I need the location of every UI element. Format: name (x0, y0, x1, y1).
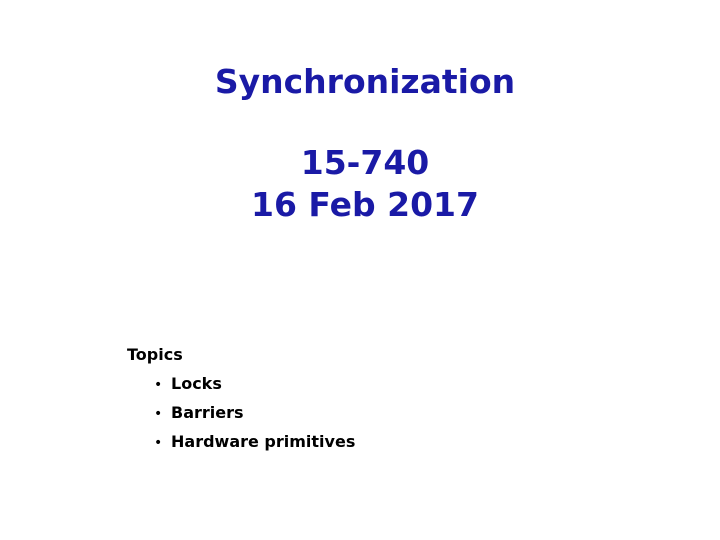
slide-title: Synchronization (214, 62, 516, 101)
list-item (154, 372, 355, 401)
course-number: 15-740 (300, 143, 430, 182)
bullet-icon: • (154, 377, 163, 393)
lecture-date: 16 Feb 2017 (251, 185, 479, 224)
topic-barriers: Barriers (171, 403, 244, 422)
topic-hardware-primitives: Hardware primitives (171, 432, 356, 451)
topic-locks: Locks (171, 374, 222, 393)
bullet-icon: • (154, 435, 163, 451)
topic-list (154, 372, 355, 459)
bullet-icon: • (154, 406, 163, 422)
list-item (154, 430, 355, 459)
topics-heading: Topics (127, 345, 183, 364)
list-item (154, 401, 355, 430)
